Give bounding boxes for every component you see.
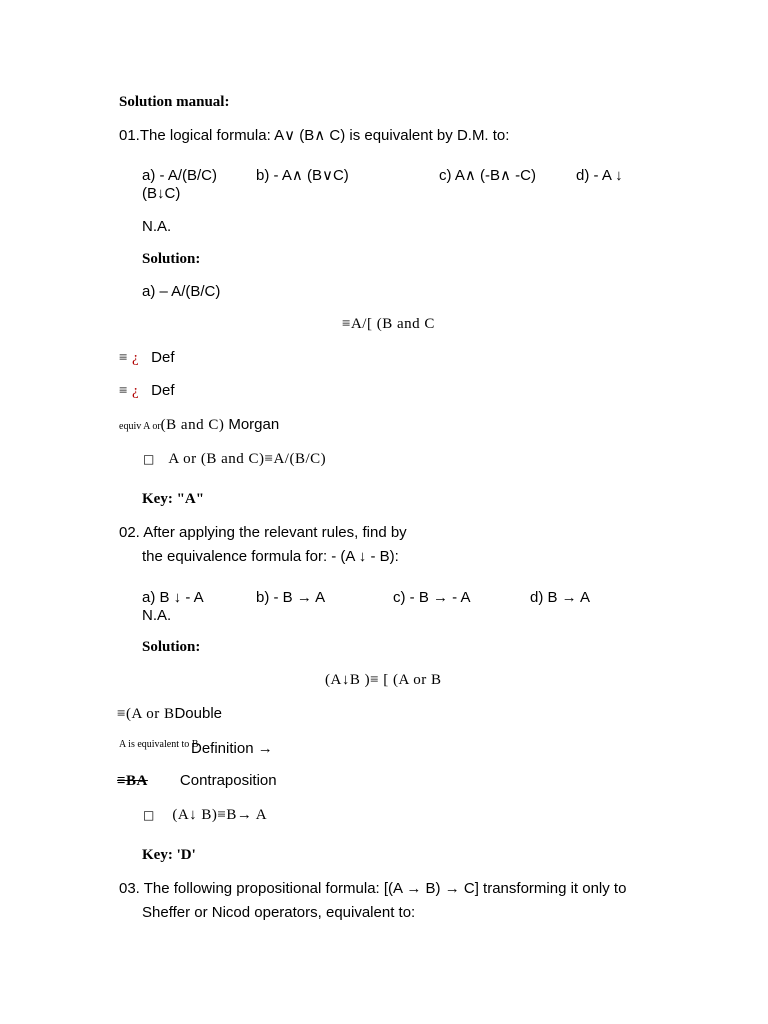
q2-step-small-text: A is equivalent to B bbox=[119, 739, 199, 750]
q1-option-na: N.A. bbox=[142, 218, 172, 235]
step-equation: A or (B and C)≡A/(B/C) bbox=[168, 451, 327, 467]
q1-option-d: d) - A ↓ bbox=[576, 167, 623, 184]
q2-question-line-1: 02. After applying the relevant rules, find by bbox=[119, 524, 407, 541]
q2-option-a: a) B ↓ - A bbox=[142, 589, 204, 606]
q1-option-a: a) - A/(B/C) bbox=[142, 167, 218, 184]
q2-step-row-1 bbox=[117, 706, 222, 722]
q1-step-row-4 bbox=[143, 451, 326, 467]
q1-option-b: b) - A∧ (B∨C) bbox=[256, 167, 349, 184]
q1-question: 01.The logical formula: A∨ (B∧ C) is equivalent by D.M. to: bbox=[119, 127, 510, 144]
q2-option-b: b) - B → A bbox=[256, 589, 326, 606]
q3-question-line-2: Sheffer or Nicod operators, equivalent to: bbox=[142, 904, 416, 921]
q2-step-row-3 bbox=[117, 773, 277, 789]
q1-key: Key: "A" bbox=[142, 491, 205, 507]
step-reason: Def bbox=[151, 382, 175, 399]
q2-step-row-4 bbox=[143, 807, 267, 823]
q2-key: Key: 'D' bbox=[142, 847, 196, 863]
q2-option-na: N.A. bbox=[142, 607, 172, 624]
document-heading: Solution manual: bbox=[119, 94, 230, 110]
step-reason: Double bbox=[174, 705, 223, 722]
q1-option-c: c) A∧ (-B∧ -C) bbox=[439, 167, 536, 184]
equiv-symbol: ≡ bbox=[119, 350, 128, 366]
step-small-text: equiv A or bbox=[119, 421, 161, 432]
q2-equation-center: (A↓B )≡ [ (A or B bbox=[325, 672, 442, 688]
q1-step-row-2 bbox=[119, 383, 174, 399]
step-equation: ≡BA bbox=[117, 773, 148, 789]
unknown-glyph: ¿ bbox=[131, 350, 140, 366]
step-equation: (A↓ B)≡B→ A bbox=[172, 807, 268, 823]
unknown-glyph: ¿ bbox=[131, 383, 140, 399]
q1-solution-label: Solution: bbox=[142, 251, 201, 267]
q2-solution-label: Solution: bbox=[142, 639, 201, 655]
q1-equation-center: ≡A/[ (B and C bbox=[342, 316, 435, 332]
q2-step-reason-definition: Definition → bbox=[191, 740, 273, 757]
therefore-box-icon: □ bbox=[143, 808, 155, 822]
q2-option-c: c) - B → - A bbox=[393, 589, 471, 606]
step-equation: (B and C) bbox=[160, 417, 225, 433]
equiv-symbol: ≡ bbox=[119, 383, 128, 399]
q3-question-line-1: 03. The following propositional formula: [(A → B) → C] transforming it only to bbox=[119, 880, 627, 897]
therefore-box-icon: □ bbox=[143, 452, 155, 466]
q2-option-d: d) B → A bbox=[530, 589, 591, 606]
step-reason: Contraposition bbox=[179, 772, 277, 789]
step-equation: ≡(A or B bbox=[117, 706, 175, 722]
q2-question-line-2: the equivalence formula for: - (A ↓ - B): bbox=[142, 548, 399, 565]
q1-step-row-1 bbox=[119, 350, 174, 366]
step-reason: Morgan bbox=[228, 416, 280, 433]
step-reason: Def bbox=[151, 349, 175, 366]
q1-option-d-cont: (B↓C) bbox=[142, 185, 181, 202]
q1-solution-line: a) – A/(B/C) bbox=[142, 283, 221, 300]
q1-step-row-3 bbox=[119, 417, 279, 433]
